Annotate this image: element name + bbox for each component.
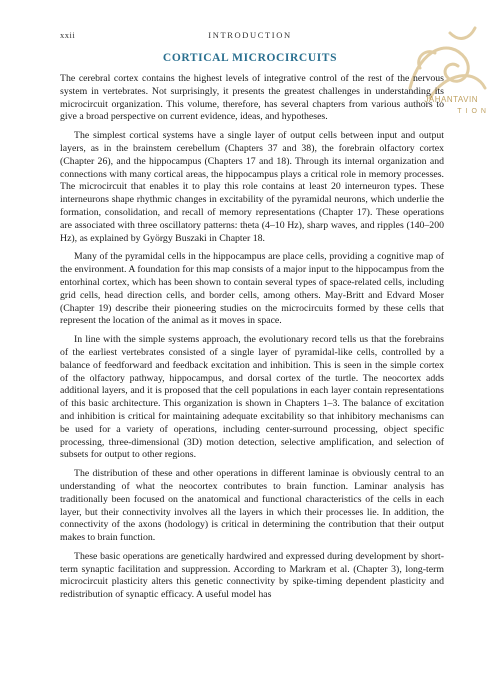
paragraph: The simplest cortical systems have a single layer of output cells between input and output layers, as in the brainstem cerebellum (Chapters 37 and 38), the forebrain olfactory cortex (Chapter 26), and the hippocampus (Chapters 17 and 18). Through its internal organization and connections with many cortical areas, the hippocampus plays a critical role in memory processes. The microcircuit that enables it to play this role contains at least 20 interneuron types. These interneurons shape rhythmic changes in excitability of the pyramidal neurons, which underlie the formation, consolidation, and recall of memory representations (Chapter 17). These operations are associated with three oscillatory patterns: theta (4–10 Hz), sharp waves, and ripples (140–200 Hz), as explained by György Buszaki in Chapter 18. [60, 130, 444, 244]
paragraph: These basic operations are genetically hardwired and expressed during development by short-term synaptic facilitation and suppression. According to Markram et al. (Chapter 3), long-term microcircuit plasticity alters this genetic connectivity by spike-timing dependent plasticity and redistribution of synaptic efficacy. A useful model has [60, 550, 444, 601]
body-text [60, 73, 444, 608]
paragraph: In line with the simple systems approach, the evolutionary record tells us that the forebrains of the earliest vertebrates consisted of a single layer of pyramidal-like cells, controlled by a balance of feedforward and feedback excitation and inhibition. This is seen in the simple cortex of the olfactory pathway, hippocampus, and dorsal cortex of the turtle. The neocortex adds additional layers, and it is proposed that the cell populations in each layer contain representations of this basic architecture. This organization is shown in Chapters 1–3. The balance of excitation and inhibition is critical for maintaining adequate excitability so that inhibitory mechanisms can be used for a variety of operations, including center-surround processing, object specific processing, three-dimensional (3D) motion detection, selective amplification, and selection of subsets for output to other regions. [60, 334, 444, 461]
paragraph: The cerebral cortex contains the highest levels of integrative control of the rest of the nervous system in vertebrates. Not surprisingly, it presents the greatest challenges in understanding its microcircuit organization. This volume, therefore, has several chapters from various authors to give a broad perspective on current evidence, ideas, and hypotheses. [60, 73, 444, 123]
paragraph: The distribution of these and other operations in different laminae is obviously central to an understanding of what the neocortex contributes to brain function. Laminar analysis has traditionally been focused on the anatomical and functional characteristics of the cells in each layer, but their connectivity involves all the layers in which their processes lie. In addition, the connectivity of the axons (hodology) is critical in determining the contribution that their output makes to brain function. [60, 468, 444, 544]
watermark-logo-text: JAHANTAVIN [424, 95, 478, 104]
running-title: INTRODUCTION [208, 30, 292, 40]
page-number: xxii [60, 30, 76, 40]
watermark-logo-subtext: TION [457, 108, 490, 115]
paragraph: Many of the pyramidal cells in the hippocampus are place cells, providing a cognitive map of the environment. A foundation for this map consists of a major input to the hippocampus from the entorhinal cortex, which has been shown to contain several types of space-related cells, including grid cells, head direction cells, and border cells, among others. May-Britt and Edvard Moser (Chapter 19) describe their pioneering studies on the microcircuits formed by these cells that represent the location of the animal as it moves in space. [60, 251, 444, 327]
section-title: CORTICAL MICROCIRCUITS [162, 52, 338, 64]
